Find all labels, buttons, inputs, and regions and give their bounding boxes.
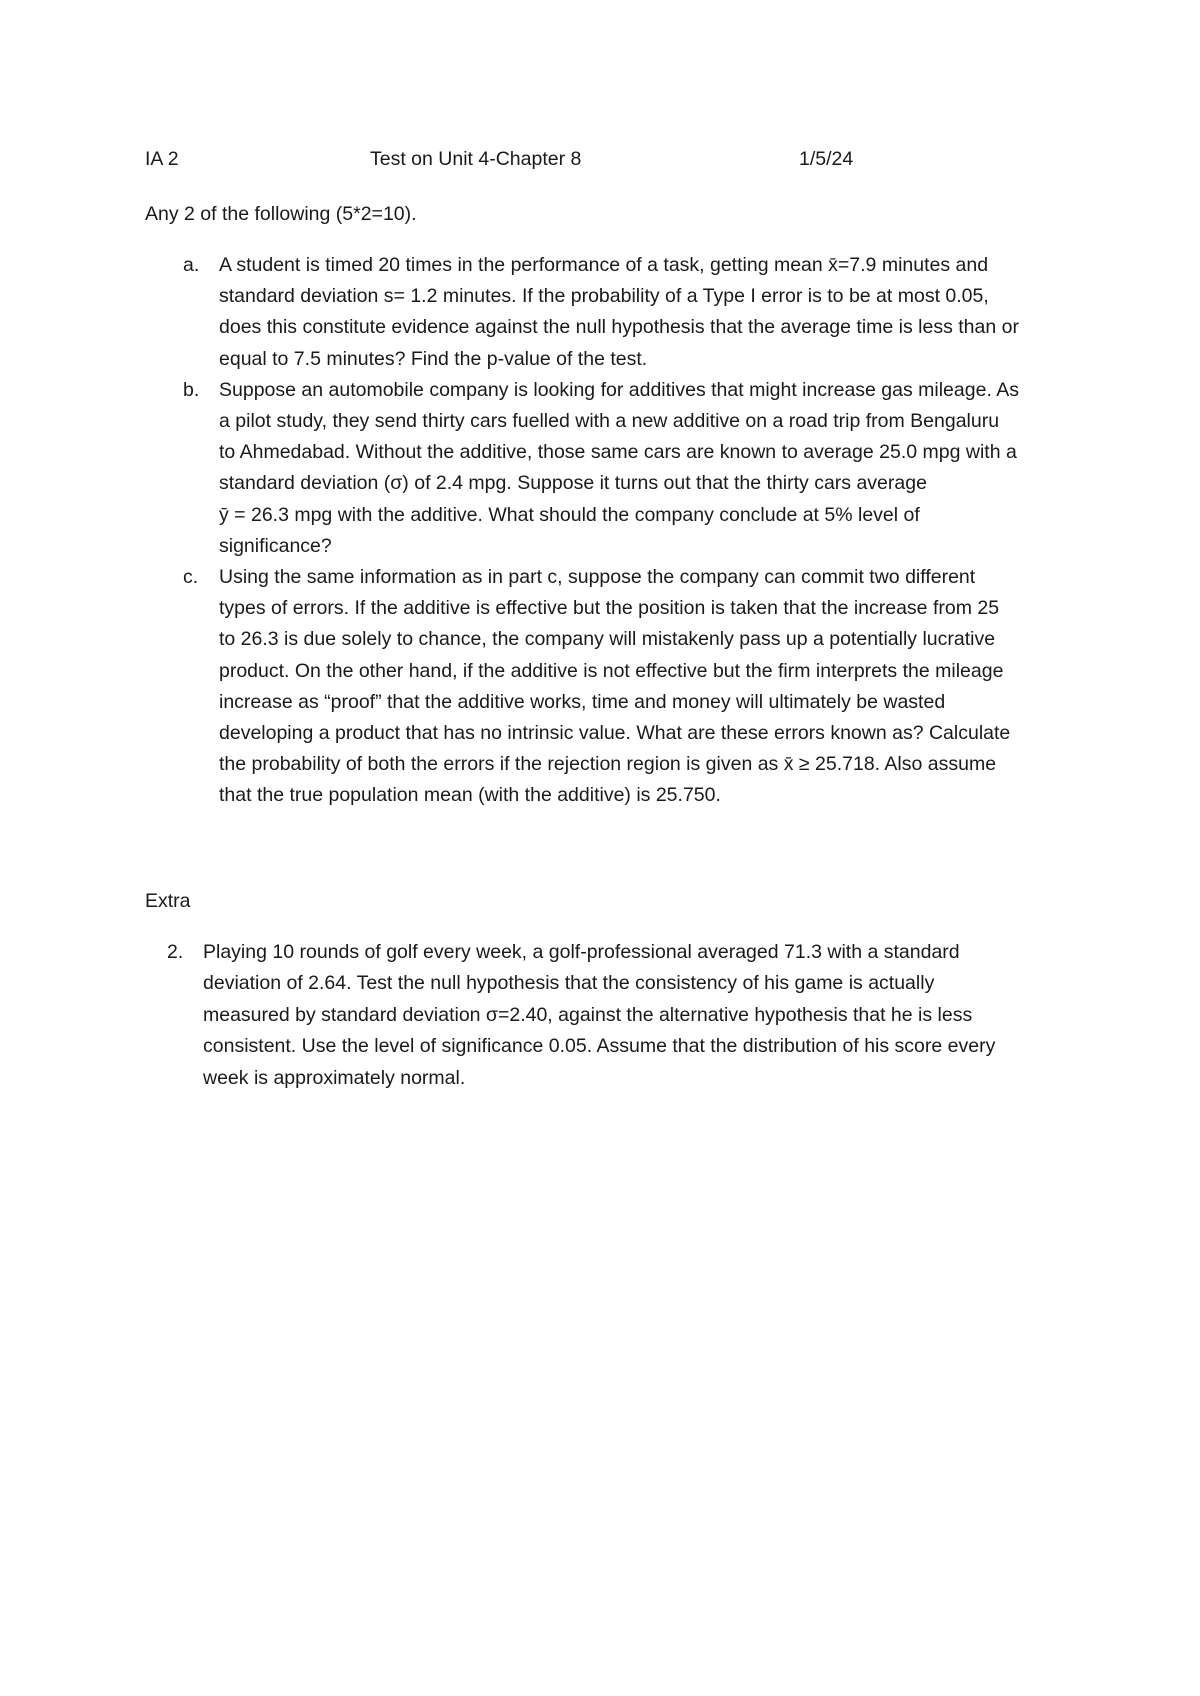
question-line: significance? bbox=[219, 534, 332, 557]
header-date: 1/5/24 bbox=[799, 148, 854, 170]
question-line: the probability of both the errors if the rejection region is given as x̄ ≥ 25.718. Also assume bbox=[219, 753, 997, 776]
document-header bbox=[145, 148, 1200, 174]
question-c bbox=[145, 562, 1085, 812]
question-line: consistent. Use the level of significance 0.05. Assume that the distribution of his score every bbox=[203, 1035, 996, 1058]
question-line: A student is timed 20 times in the performance of a task, getting mean x̄=7.9 minutes and bbox=[219, 254, 989, 276]
question-line: standard deviation (σ) of 2.4 mpg. Suppose it turns out that the thirty cars average bbox=[219, 472, 927, 495]
header-test-title: Test on Unit 4-Chapter 8 bbox=[370, 148, 582, 170]
extra-question-list bbox=[145, 937, 1085, 1094]
question-line: a pilot study, they send thirty cars fuelled with a new additive on a road trip from Bengaluru bbox=[219, 410, 1000, 433]
question-line: that the true population mean (with the additive) is 25.750. bbox=[219, 784, 721, 807]
question-list bbox=[145, 250, 1085, 812]
question-marker: a. bbox=[183, 254, 200, 276]
question-line: increase as “proof” that the additive works, time and money will ultimately be wasted bbox=[219, 690, 946, 713]
question-line: standard deviation s= 1.2 minutes. If the probability of a Type I error is to be at most 0.05, bbox=[219, 285, 989, 308]
question-line: to Ahmedabad. Without the additive, those same cars are known to average 25.0 mpg with a bbox=[219, 441, 1017, 464]
question-line: types of errors. If the additive is effective but the position is taken that the increase from 25 bbox=[219, 597, 1000, 620]
question-line: ȳ = 26.3 mpg with the additive. What should the company conclude at 5% level of bbox=[219, 503, 920, 526]
question-line: does this constitute evidence against the null hypothesis that the average time is less than or bbox=[219, 316, 1019, 339]
question-line: Using the same information as in part c, suppose the company can commit two different bbox=[219, 566, 976, 589]
question-line: product. On the other hand, if the additive is not effective but the firm interprets the mileage bbox=[219, 659, 1004, 682]
extra-heading: Extra bbox=[145, 890, 191, 912]
question-a bbox=[145, 250, 1085, 375]
question-line: Playing 10 rounds of golf every week, a golf-professional averaged 71.3 with a standard bbox=[203, 941, 960, 963]
instruction-text: Any 2 of the following (5*2=10). bbox=[145, 203, 417, 225]
question-marker: c. bbox=[183, 566, 199, 589]
question-line: developing a product that has no intrinsic value. What are these errors known as? Calculate bbox=[219, 722, 1011, 745]
question-line: Suppose an automobile company is looking for additives that might increase gas mileage. As bbox=[219, 378, 1019, 401]
question-line: week is approximately normal. bbox=[203, 1066, 466, 1089]
question-line: deviation of 2.64. Test the null hypothesis that the consistency of his game is actually bbox=[203, 972, 935, 995]
question-line: measured by standard deviation σ=2.40, against the alternative hypothesis that he is less bbox=[203, 1003, 973, 1026]
question-line: to 26.3 is due solely to chance, the company will mistakenly pass up a potentially lucrative bbox=[219, 628, 996, 651]
question-line: equal to 7.5 minutes? Find the p-value of the test. bbox=[219, 347, 648, 370]
question-marker: 2. bbox=[167, 941, 184, 963]
extra-question-2 bbox=[145, 937, 1085, 1094]
header-assessment-label: IA 2 bbox=[145, 148, 179, 170]
question-marker: b. bbox=[183, 378, 200, 401]
question-b bbox=[145, 375, 1085, 562]
